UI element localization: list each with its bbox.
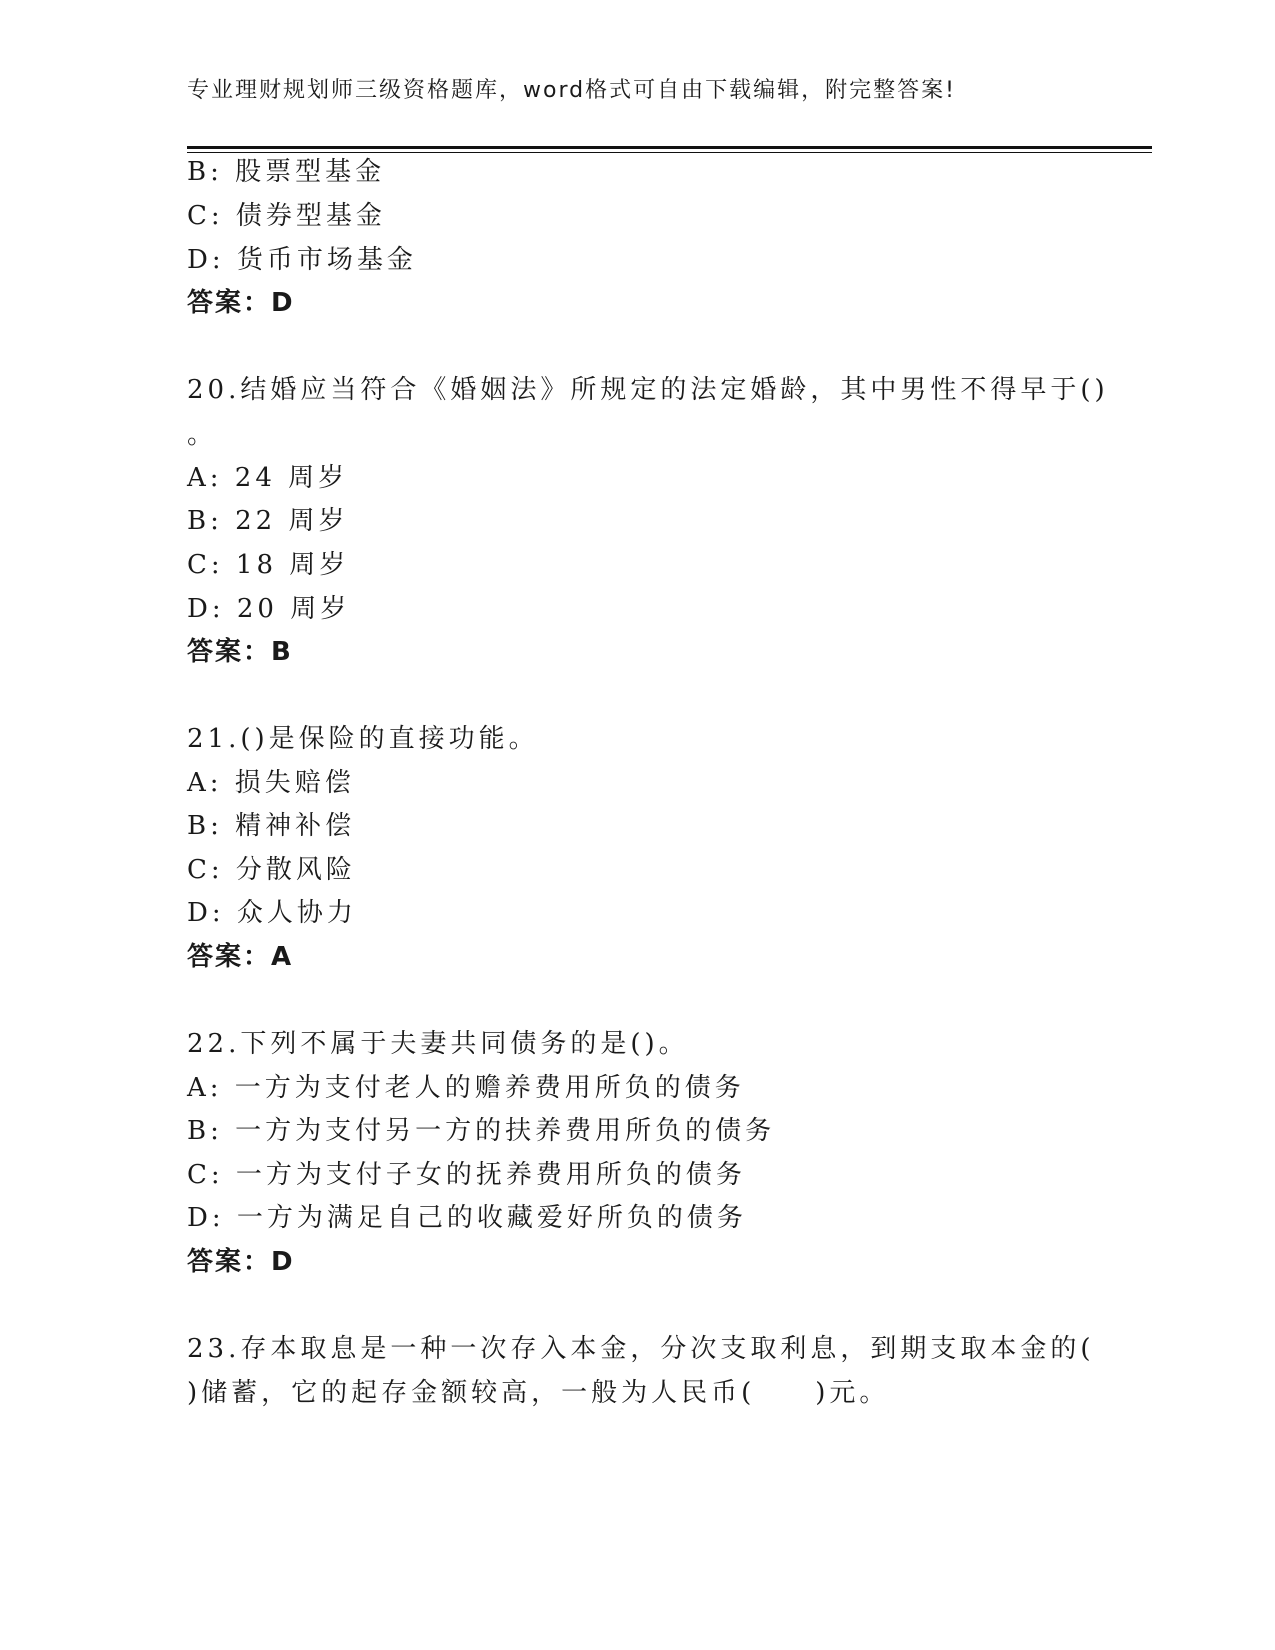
answer: 答案：D xyxy=(187,1247,295,1277)
option-a: A: 损失赔偿 xyxy=(187,768,355,798)
option-b: B: 一方为支付另一方的扶养费用所负的债务 xyxy=(187,1116,776,1146)
option-b: B: 22 周岁 xyxy=(187,506,349,536)
option-c: C: 债券型基金 xyxy=(187,201,386,231)
option-a: A: 24 周岁 xyxy=(187,463,349,493)
option-a: A: 一方为支付老人的赡养费用所负的债务 xyxy=(187,1073,745,1103)
header-rule-thick xyxy=(187,146,1152,149)
option-c: C: 分散风险 xyxy=(187,855,356,885)
question-stem-continued: 。 xyxy=(187,420,218,450)
question-stem: 23.存本取息是一种一次存入本金，分次支取利息，到期支取本金的( xyxy=(187,1334,1095,1364)
option-c: C: 一方为支付子女的抚养费用所负的债务 xyxy=(187,1160,746,1190)
option-d: D: 一方为满足自己的收藏爱好所负的债务 xyxy=(187,1203,747,1233)
answer: 答案：D xyxy=(187,288,295,318)
question-stem: 20.结婚应当符合《婚姻法》所规定的法定婚龄，其中男性不得早于() xyxy=(187,375,1109,405)
option-c: C: 18 周岁 xyxy=(187,550,350,580)
option-b: B: 股票型基金 xyxy=(187,157,386,187)
answer: 答案：B xyxy=(187,637,293,667)
answer: 答案：A xyxy=(187,942,294,972)
option-d: D: 20 周岁 xyxy=(187,594,351,624)
option-d: D: 货币市场基金 xyxy=(187,245,417,275)
option-b: B: 精神补偿 xyxy=(187,811,356,841)
question-stem: 21.()是保险的直接功能。 xyxy=(187,724,539,754)
header-title: 专业理财规划师三级资格题库，word格式可自由下载编辑，附完整答案! xyxy=(187,78,956,103)
question-stem-continued: )储蓄，它的起存金额较高，一般为人民币( )元。 xyxy=(187,1378,890,1408)
option-d: D: 众人协力 xyxy=(187,898,357,928)
question-stem: 22.下列不属于夫妻共同债务的是()。 xyxy=(187,1029,689,1059)
header-rule-thin xyxy=(187,152,1152,153)
